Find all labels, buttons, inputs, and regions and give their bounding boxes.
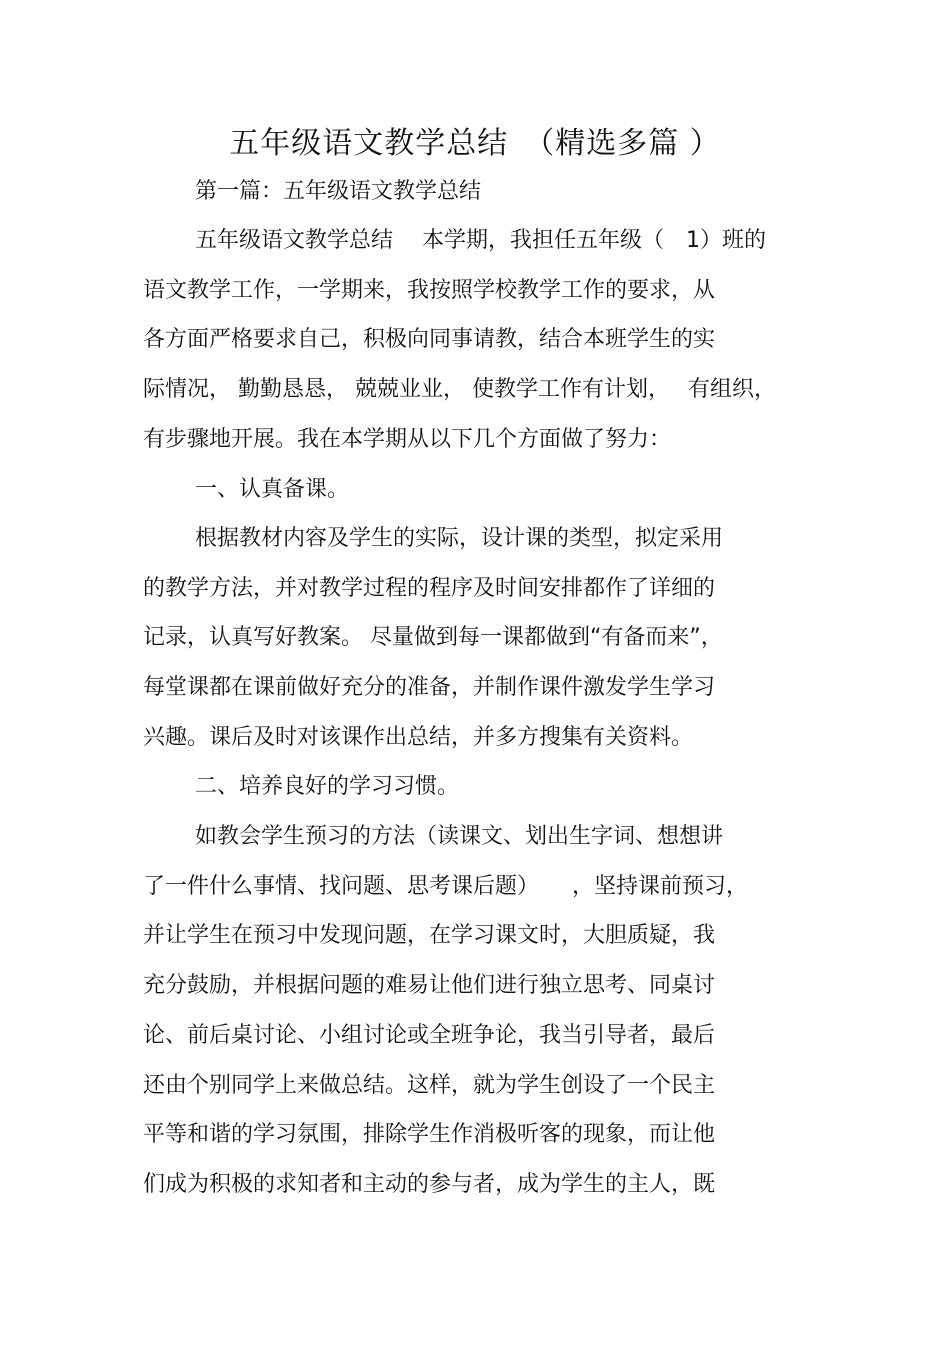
section-heading: 二、培养良好的学习习惯。: [195, 774, 460, 799]
paragraph-line: 根据教材内容及学生的实际，设计课的类型，拟定采用: [195, 526, 724, 551]
paragraph-line: 了一件什么事情、找问题、思考课后题） ，坚持课前预习，: [143, 874, 749, 899]
paragraph-line: 际情况， 勤勤恳恳， 兢兢业业， 使教学工作有计划， 有组织，: [143, 377, 776, 402]
paragraph-line: 各方面严格要求自己，积极向同事请教，结合本班学生的实: [143, 327, 716, 352]
paragraph-line: 每堂课都在课前做好充分的准备，并制作课件激发学生学习: [143, 675, 716, 700]
paragraph-line: 的教学方法，并对教学过程的程序及时间安排都作了详细的: [143, 576, 716, 601]
section-heading: 第一篇：五年级语文教学总结: [195, 179, 482, 204]
paragraph-line: 并让学生在预习中发现问题，在学习课文时，大胆质疑，我: [143, 923, 716, 948]
paragraph-line: 们成为积极的求知者和主动的参与者，成为学生的主人，既: [143, 1172, 716, 1197]
paragraph-line: 论、前后桌讨论、小组讨论或全班争论，我当引导者，最后: [143, 1023, 716, 1048]
paragraph-line: 还由个别同学上来做总结。这样，就为学生创设了一个民主: [143, 1073, 716, 1098]
document-title: 五年级语文教学总结 （精选多篇 ）: [229, 126, 721, 161]
paragraph-line: 平等和谐的学习氛围，排除学生作消极听客的现象，而让他: [143, 1122, 716, 1147]
paragraph-line: 兴趣。课后及时对该课作出总结，并多方搜集有关资料。: [143, 725, 694, 750]
paragraph-line: 五年级语文教学总结 本学期，我担任五年级（ 1）班的: [195, 228, 766, 253]
paragraph-line: 语文教学工作，一学期来，我按照学校教学工作的要求，从: [143, 278, 716, 303]
section-heading: 一、认真备课。: [195, 477, 350, 502]
paragraph-line: 有步骤地开展。我在本学期从以下几个方面做了努力：: [143, 427, 672, 452]
paragraph-line: 记录，认真写好教案。 尽量做到每一课都做到“有备而来”，: [143, 625, 723, 650]
paragraph-line: 如教会学生预习的方法（读课文、划出生字词、想想讲: [195, 824, 724, 849]
paragraph-line: 充分鼓励，并根据问题的难易让他们进行独立思考、同桌讨: [143, 973, 716, 998]
